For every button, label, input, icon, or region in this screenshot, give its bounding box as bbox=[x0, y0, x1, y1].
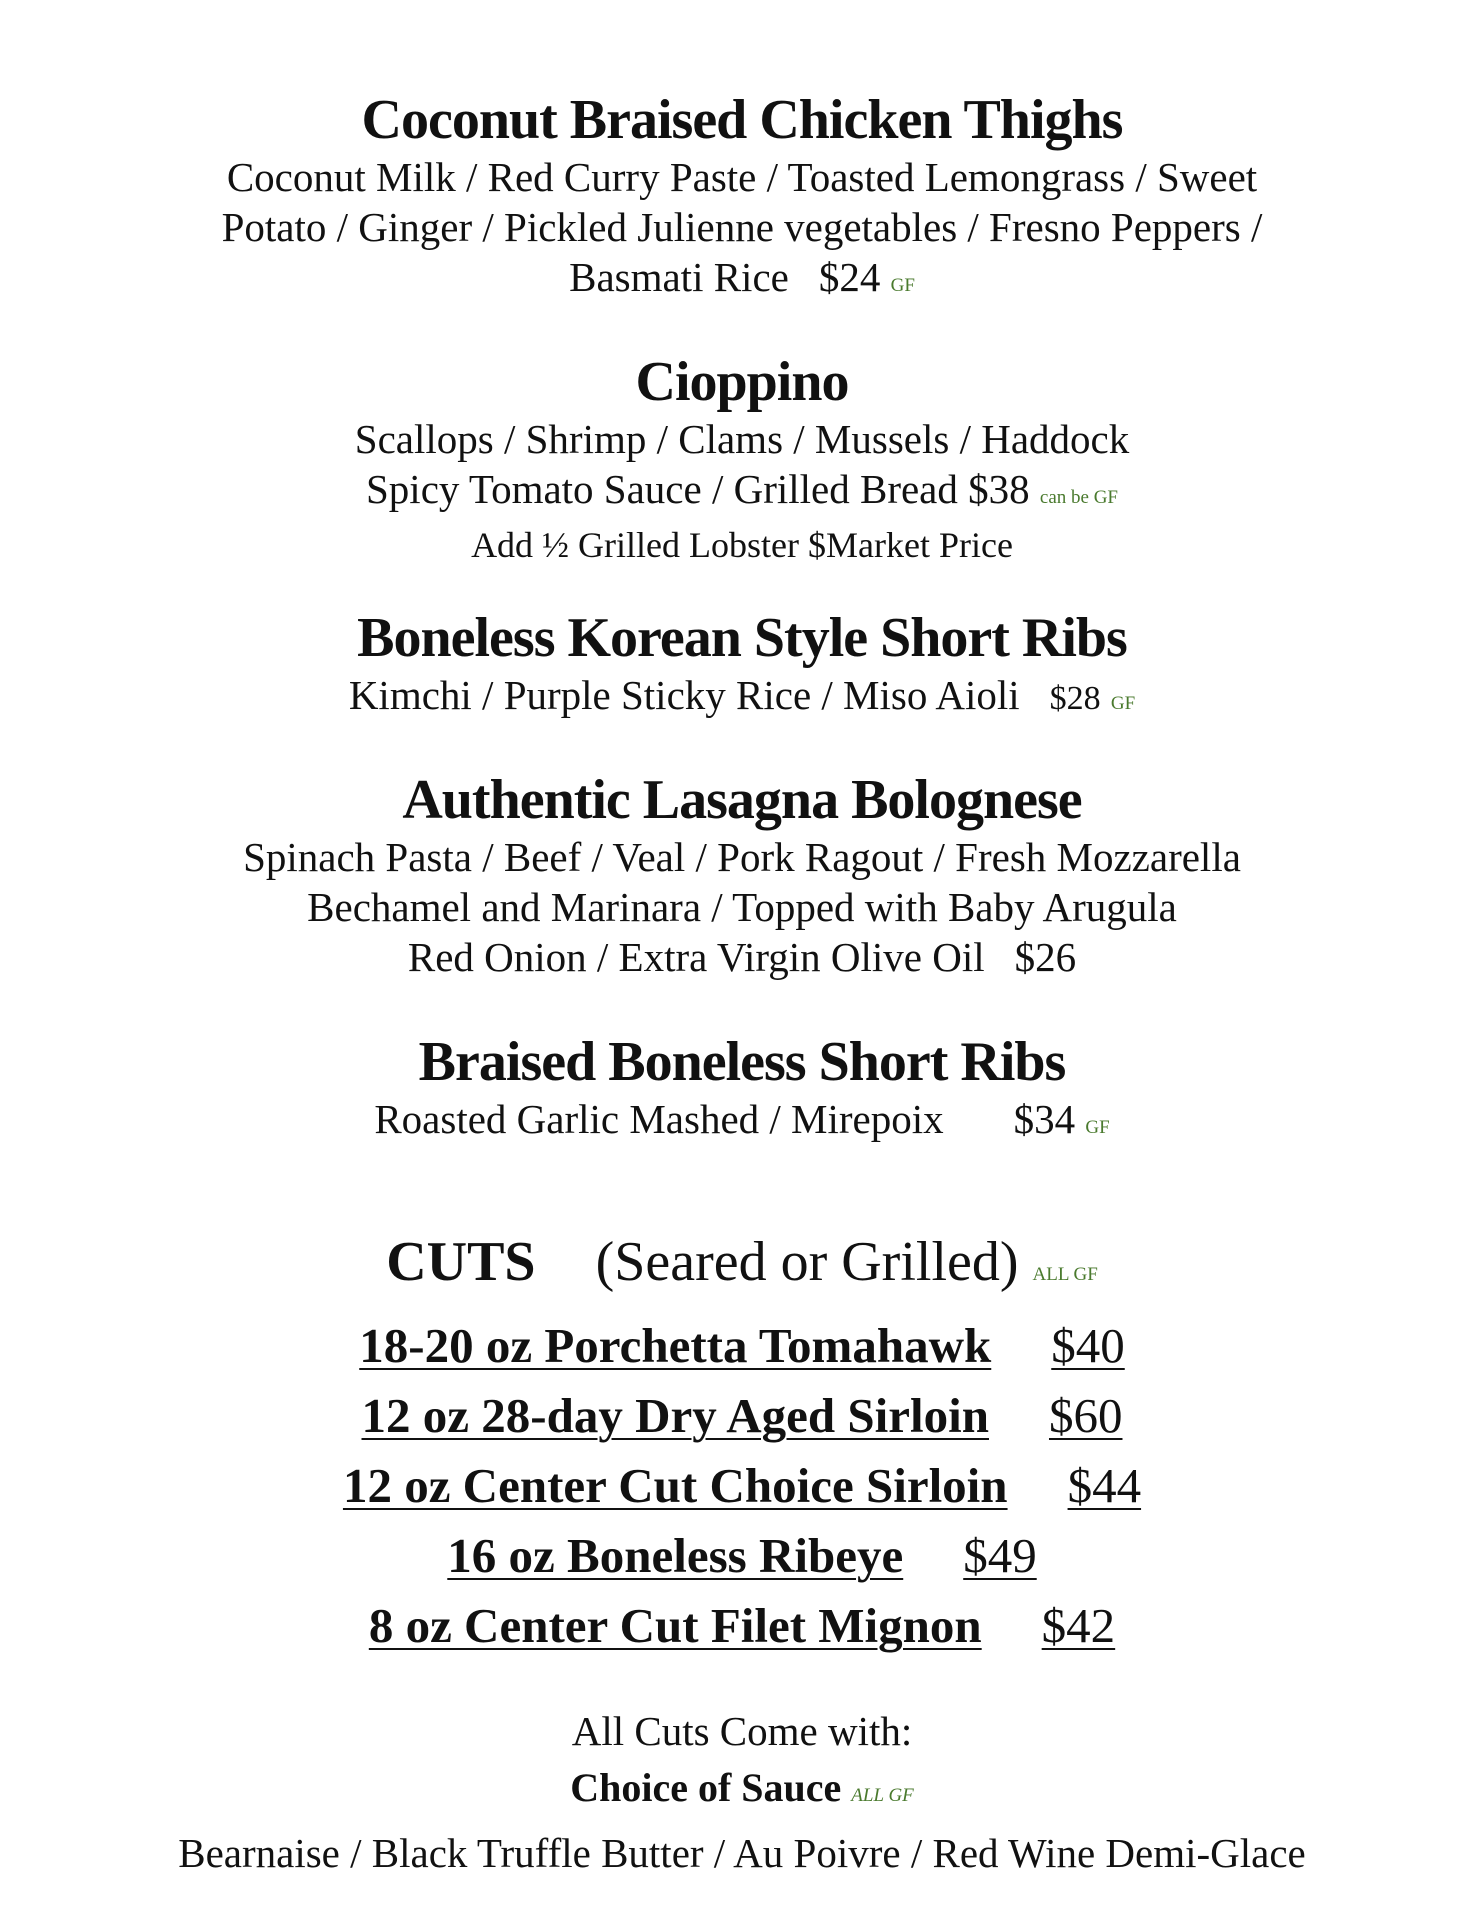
gf-tag: GF bbox=[890, 275, 915, 296]
cuts-list bbox=[0, 1311, 1484, 1661]
cut-name: 12 oz 28-day Dry Aged Sirloin bbox=[361, 1388, 989, 1443]
dish-description-line: Scallops / Shrimp / Clams / Mussels / Haddock bbox=[354, 416, 1130, 462]
cut-item bbox=[343, 1451, 1141, 1521]
dish-title: Authentic Lasagna Bolognese bbox=[402, 769, 1082, 831]
gf-tag: ALL GF bbox=[851, 1785, 914, 1806]
gf-tag: ALL GF bbox=[1032, 1264, 1098, 1285]
gf-tag: GF bbox=[1085, 1117, 1110, 1138]
cut-name: 8 oz Center Cut Filet Mignon bbox=[368, 1598, 982, 1653]
dish-price-line bbox=[0, 464, 1484, 523]
dish-description-line: Potato / Ginger / Pickled Julienne vegetables / Fresno Peppers / bbox=[221, 204, 1263, 250]
dish-description-line: Red Onion / Extra Virgin Olive Oil bbox=[407, 934, 985, 980]
cut-price: $40 bbox=[1051, 1318, 1125, 1373]
dish-price-line bbox=[0, 252, 1484, 311]
dish-description-line: Spinach Pasta / Beef / Veal / Pork Ragout / Fresh Mozzarella bbox=[243, 834, 1241, 880]
cut-price: $49 bbox=[963, 1528, 1037, 1583]
cut-name: 12 oz Center Cut Choice Sirloin bbox=[342, 1458, 1008, 1513]
dish-description-line: Kimchi / Purple Sticky Rice / Miso Aioli bbox=[348, 672, 1020, 718]
cuts-section bbox=[0, 1230, 1484, 1661]
dish-price: $38 bbox=[968, 466, 1030, 512]
cuts-intro: All Cuts Come with: bbox=[571, 1708, 913, 1754]
dish-cioppino bbox=[0, 350, 1484, 567]
cut-price: $42 bbox=[1041, 1598, 1116, 1653]
dish-lasagna bbox=[0, 768, 1484, 982]
dish-price: $26 bbox=[1014, 934, 1077, 980]
dish-korean-short-ribs bbox=[0, 606, 1484, 729]
cut-item bbox=[359, 1311, 1125, 1381]
cuts-heading bbox=[0, 1230, 1484, 1307]
dish-price-line bbox=[0, 932, 1484, 982]
dish-addon: Add ½ Grilled Lobster $Market Price bbox=[471, 525, 1013, 565]
gf-tag: can be GF bbox=[1039, 487, 1118, 508]
cut-price: $44 bbox=[1067, 1458, 1142, 1513]
cut-item bbox=[447, 1521, 1036, 1591]
cuts-subtitle: (Seared or Grilled) bbox=[595, 1231, 1019, 1293]
dish-price: $28 bbox=[1049, 680, 1101, 717]
dish-description-line: Spicy Tomato Sauce / Grilled Bread bbox=[366, 466, 958, 512]
sauce-heading bbox=[0, 1760, 1484, 1824]
dish-price-line bbox=[0, 1094, 1484, 1153]
dish-coconut-chicken bbox=[0, 88, 1484, 311]
cut-item bbox=[362, 1381, 1123, 1451]
cut-name: 18-20 oz Porchetta Tomahawk bbox=[359, 1318, 992, 1373]
cuts-title: CUTS bbox=[386, 1231, 536, 1293]
dish-description-line: Coconut Milk / Red Curry Paste / Toasted Lemongrass / Sweet bbox=[226, 154, 1258, 200]
dish-title: Braised Boneless Short Ribs bbox=[418, 1031, 1066, 1093]
dish-braised-short-ribs bbox=[0, 1030, 1484, 1153]
dish-price: $34 bbox=[1013, 1096, 1076, 1142]
dish-title: Coconut Braised Chicken Thighs bbox=[361, 89, 1123, 151]
cut-item bbox=[369, 1591, 1115, 1661]
cut-price: $60 bbox=[1048, 1388, 1123, 1443]
dish-description-line: Basmati Rice bbox=[569, 254, 789, 300]
dish-title: Boneless Korean Style Short Ribs bbox=[357, 607, 1127, 669]
dish-description-line: Bechamel and Marinara / Topped with Baby Arugula bbox=[307, 884, 1177, 930]
cut-name: 16 oz Boneless Ribeye bbox=[447, 1528, 904, 1583]
sauce-title: Choice of Sauce bbox=[570, 1765, 842, 1810]
dish-price: $24 bbox=[818, 254, 881, 300]
dish-price-line bbox=[0, 670, 1484, 729]
gf-tag: GF bbox=[1110, 693, 1136, 714]
dish-title: Cioppino bbox=[635, 351, 849, 413]
sauce-list: Bearnaise / Black Truffle Butter / Au Poivre / Red Wine Demi-Glace bbox=[178, 1830, 1306, 1876]
dish-description-line: Roasted Garlic Mashed / Mirepoix bbox=[374, 1096, 944, 1142]
sauces-section bbox=[0, 1702, 1484, 1882]
